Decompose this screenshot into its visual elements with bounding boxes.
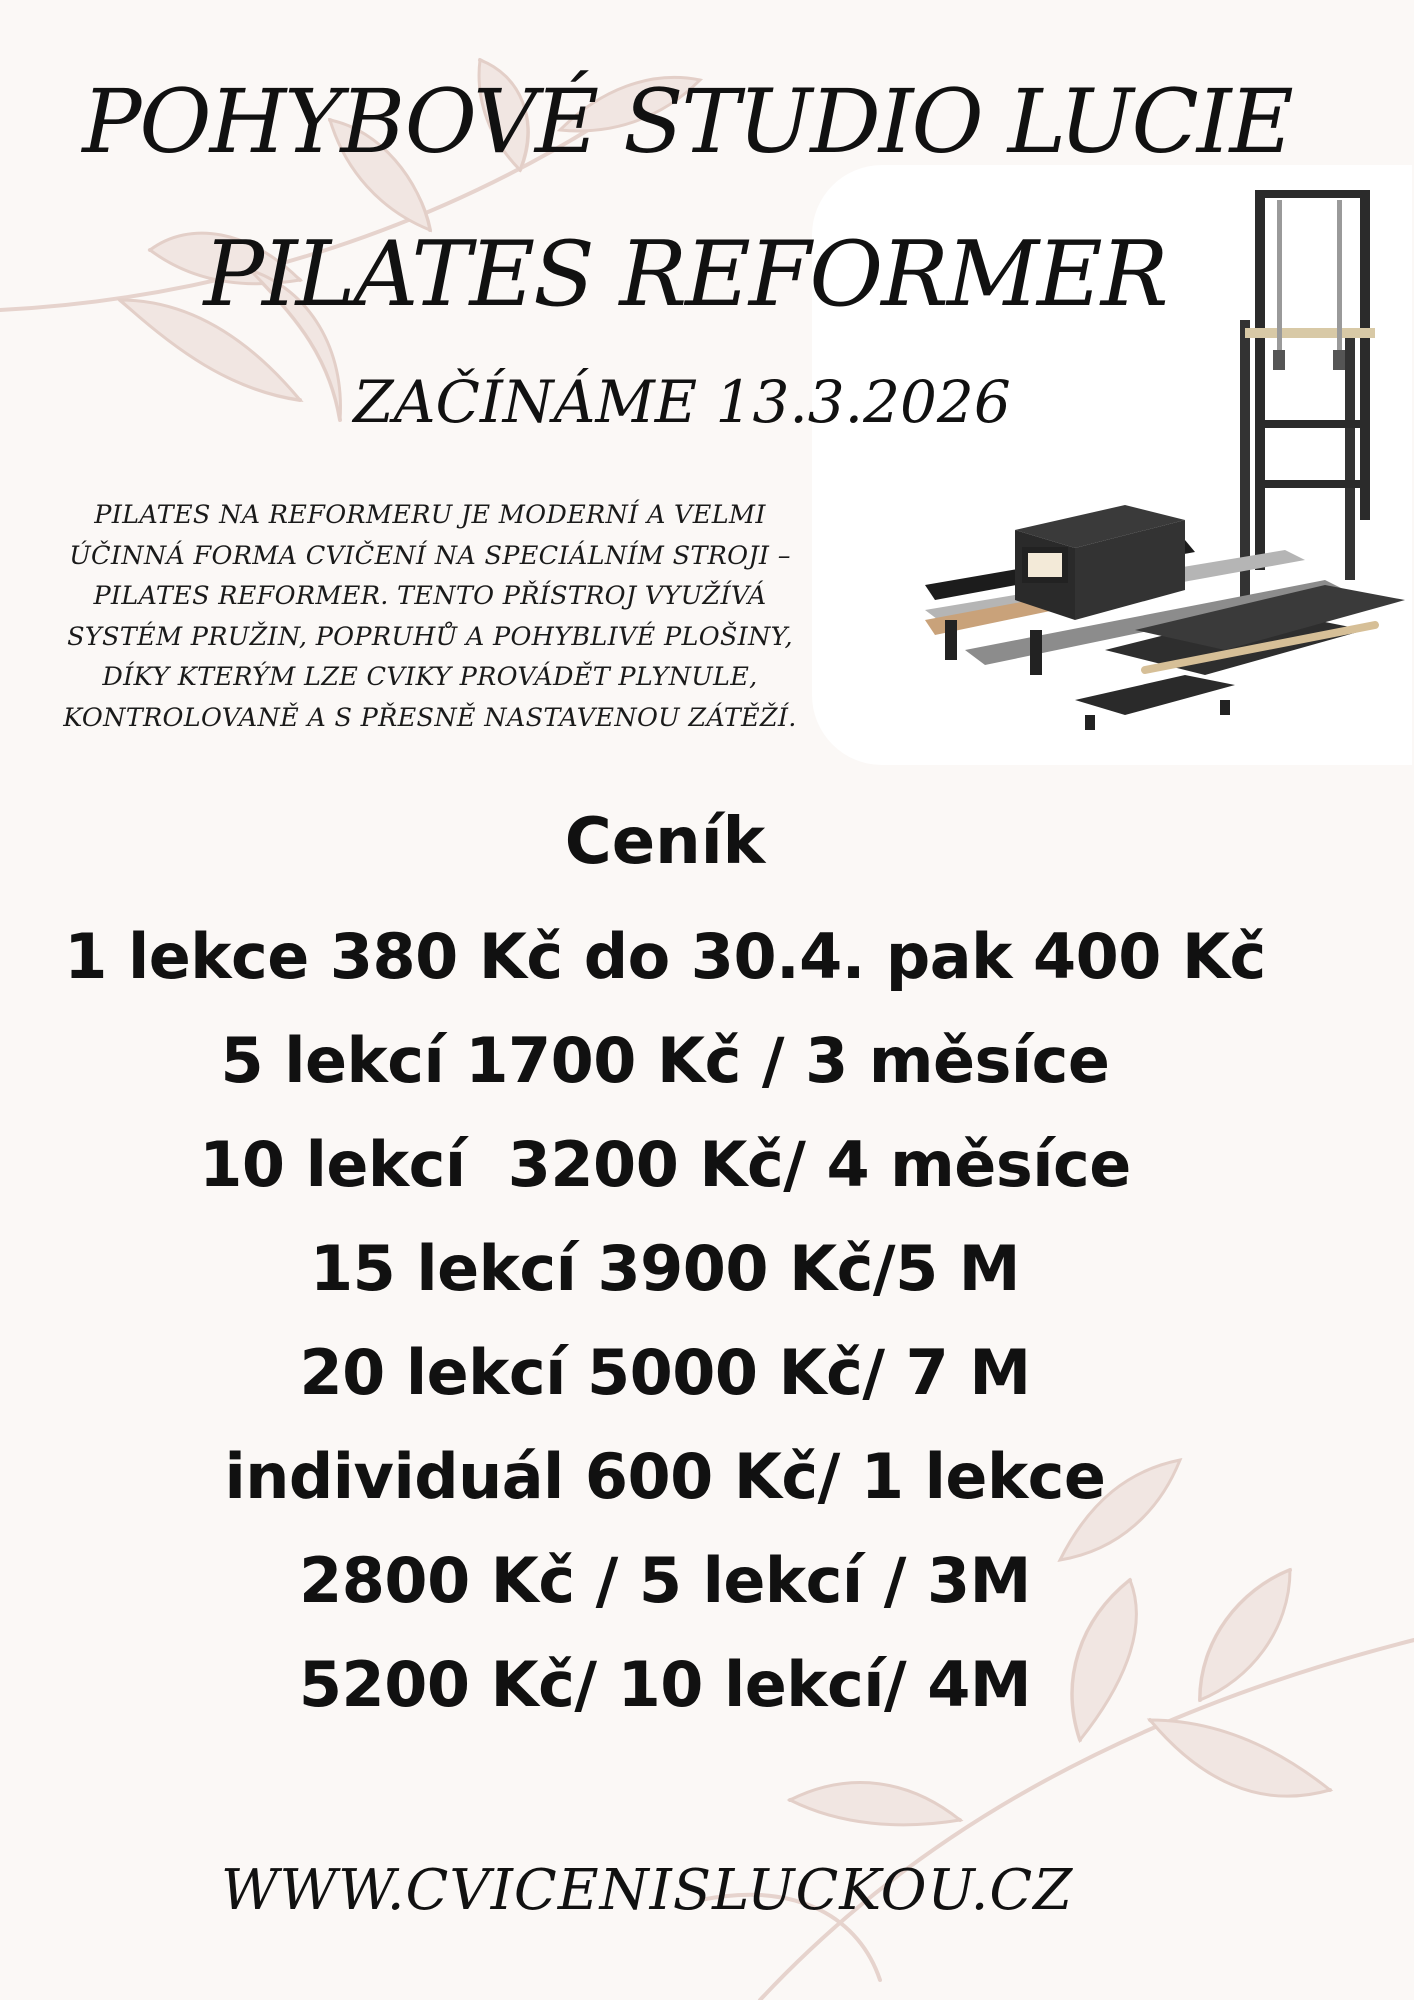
price-item: individuál 600 Kč/ 1 lekce (224, 1440, 1106, 1513)
start-date: ZAČÍNÁME 13.3.2026 (353, 368, 1011, 436)
description-line: ÚČINNÁ FORMA CVIČENÍ NA SPECIÁLNÍM STROJI – (69, 540, 791, 571)
description-line: PILATES NA REFORMERU JE MODERNÍ A VELMI (94, 500, 766, 530)
description-line: KONTROLOVANĚ A S PŘESNĚ NASTAVENOU ZÁTĚŽÍ. (63, 702, 797, 733)
price-item: 10 lekcí 3200 Kč/ 4 měsíce (199, 1128, 1131, 1201)
price-item: 1 lekce 380 Kč do 30.4. pak 400 Kč (64, 920, 1266, 993)
description-line: SYSTÉM PRUŽIN, POPRUHŮ A POHYBLIVÉ PLOŠINY, (67, 621, 793, 652)
price-item: 15 lekcí 3900 Kč/5 M (310, 1232, 1020, 1305)
description (30, 495, 830, 738)
price-item: 5200 Kč/ 10 lekcí/ 4M (298, 1648, 1032, 1721)
price-item: 2800 Kč / 5 lekcí / 3M (299, 1544, 1031, 1617)
studio-title: POHYBOVÉ STUDIO LUCIE (82, 70, 1292, 173)
program-title: PILATES REFORMER (203, 222, 1167, 327)
description-line: DÍKY KTERÝM LZE CVIKY PROVÁDĚT PLYNULE, (102, 662, 758, 692)
price-list (0, 905, 1330, 1737)
pricing-heading: Ceník (564, 805, 766, 879)
description-line: PILATES REFORMER. TENTO PŘÍSTROJ VYUŽÍVÁ (93, 581, 767, 611)
price-item: 20 lekcí 5000 Kč/ 7 M (299, 1336, 1031, 1409)
website-link[interactable]: WWW.CVICENISLUCKOU.CZ (220, 1858, 1074, 1923)
price-item: 5 lekcí 1700 Kč / 3 měsíce (220, 1024, 1110, 1097)
